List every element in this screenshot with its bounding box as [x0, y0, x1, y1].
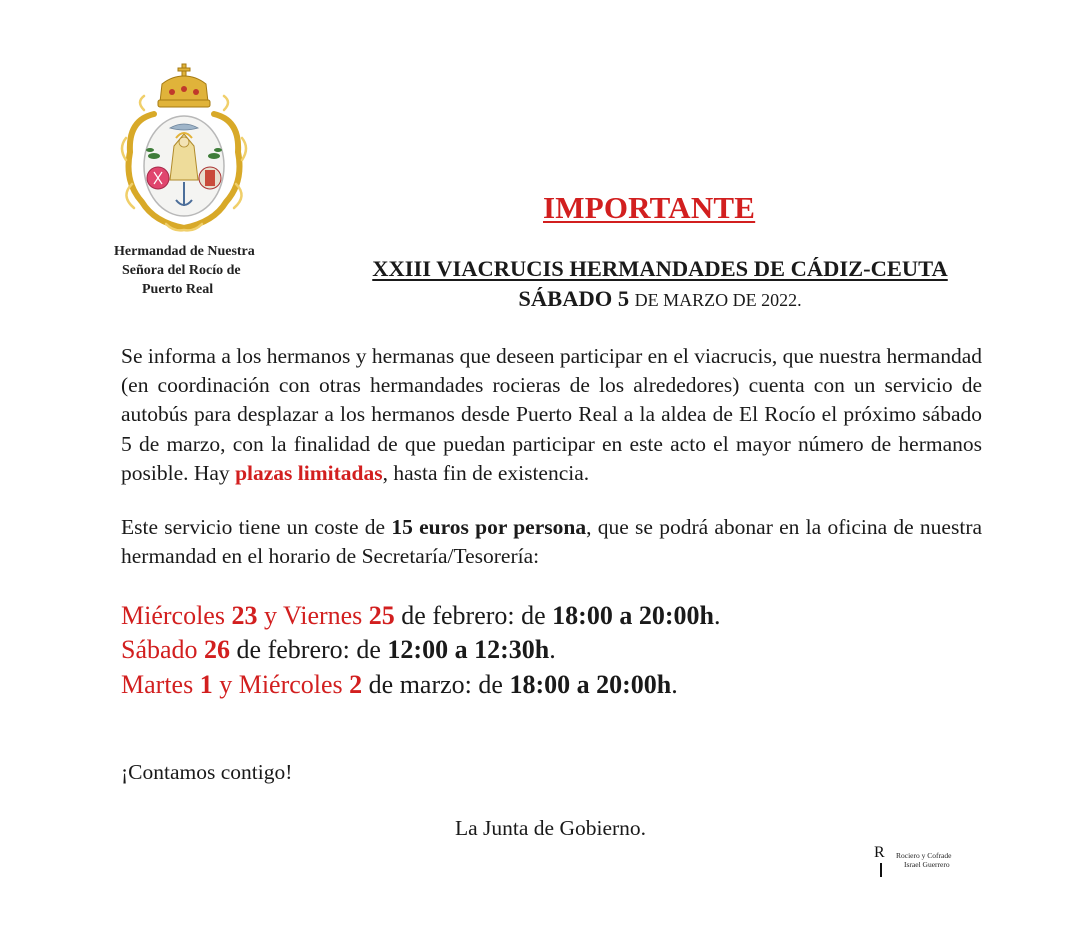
schedule-line [121, 669, 678, 701]
event-date [330, 286, 990, 312]
schedule-segment: . [671, 670, 678, 699]
schedule-segment: 2 [349, 670, 363, 699]
cost-paragraph-end: , que se podrá abonar en la oficina de nuestra hermandad en el horario de Secretaría/Tesorería: [121, 515, 983, 569]
schedule-segment: Sábado [121, 635, 205, 664]
closing-line: ¡Contamos contigo! [121, 760, 293, 784]
schedule-segment: 26 [204, 635, 231, 664]
info-paragraph [121, 342, 982, 488]
schedule-segment: Martes [121, 670, 200, 699]
schedule-segment: 12:00 a 12:30h [387, 635, 550, 664]
credit-line-1: Rociero y Cofrade [896, 851, 952, 860]
schedule-segment: 1 [199, 670, 213, 699]
schedule-segment: 23 [231, 601, 258, 630]
schedule-segment: de marzo: de [362, 670, 510, 699]
credit-line-2: Israel Guerrero [904, 860, 950, 869]
brotherhood-name-line-3: Puerto Real [142, 282, 214, 297]
schedule-segment: . [549, 635, 556, 664]
schedule-line [121, 600, 720, 632]
schedule-segment: Miércoles [121, 601, 232, 630]
brotherhood-crest-icon [114, 62, 254, 234]
info-paragraph-text: Se informa a los hermanos y hermanas que deseen participar en el viacrucis, que nuestra hermandad (en coordinación con otras hermandades rocieras de los alrededores) cuenta con un servicio de autobús para desplazar a los hermanos desde Puerto Real a la aldea de El Rocío el próximo sábado 5 de marzo, con la finalidad de que puedan participar en este acto el mayor número de hermanos posible. Hay [121, 344, 982, 485]
event-subtitle: XXIII VIACRUCIS HERMANDADES DE CÁDIZ-CEUTA [372, 256, 948, 281]
cost-paragraph [121, 513, 982, 571]
schedule-segment: 18:00 a 20:00h [509, 670, 672, 699]
signature-line: La Junta de Gobierno. [455, 816, 647, 840]
credit-text [896, 851, 951, 869]
info-paragraph-end: , hasta fin de existencia. [382, 460, 590, 485]
cost-paragraph-text: Este servicio tiene un coste de [121, 515, 392, 539]
schedule-line [121, 634, 556, 666]
brotherhood-name [100, 242, 290, 299]
credit-logo-bar [880, 863, 882, 877]
schedule-segment: 25 [368, 601, 395, 630]
brotherhood-name-line-1: Hermandad de Nuestra [114, 244, 255, 259]
schedule-segment: de febrero: de [394, 601, 553, 630]
schedule-segment: y Miércoles [212, 670, 350, 699]
credit-logo-icon: R [874, 844, 885, 861]
schedule-segment: 18:00 a 20:00h [552, 601, 714, 630]
notice-title: IMPORTANTE [543, 190, 756, 225]
event-date-day: SÁBADO 5 [518, 286, 630, 311]
photographer-credit [874, 845, 984, 881]
brotherhood-name-line-2: Señora del Rocío de [122, 263, 241, 278]
limited-seats-highlight: plazas limitadas [235, 460, 383, 485]
event-date-rest: DE MARZO DE 2022. [634, 290, 802, 310]
schedule-segment: y Viernes [257, 601, 369, 630]
cost-highlight: 15 euros por persona [391, 515, 587, 539]
schedule-segment: de febrero: de [230, 635, 388, 664]
schedule-segment: . [713, 601, 721, 630]
